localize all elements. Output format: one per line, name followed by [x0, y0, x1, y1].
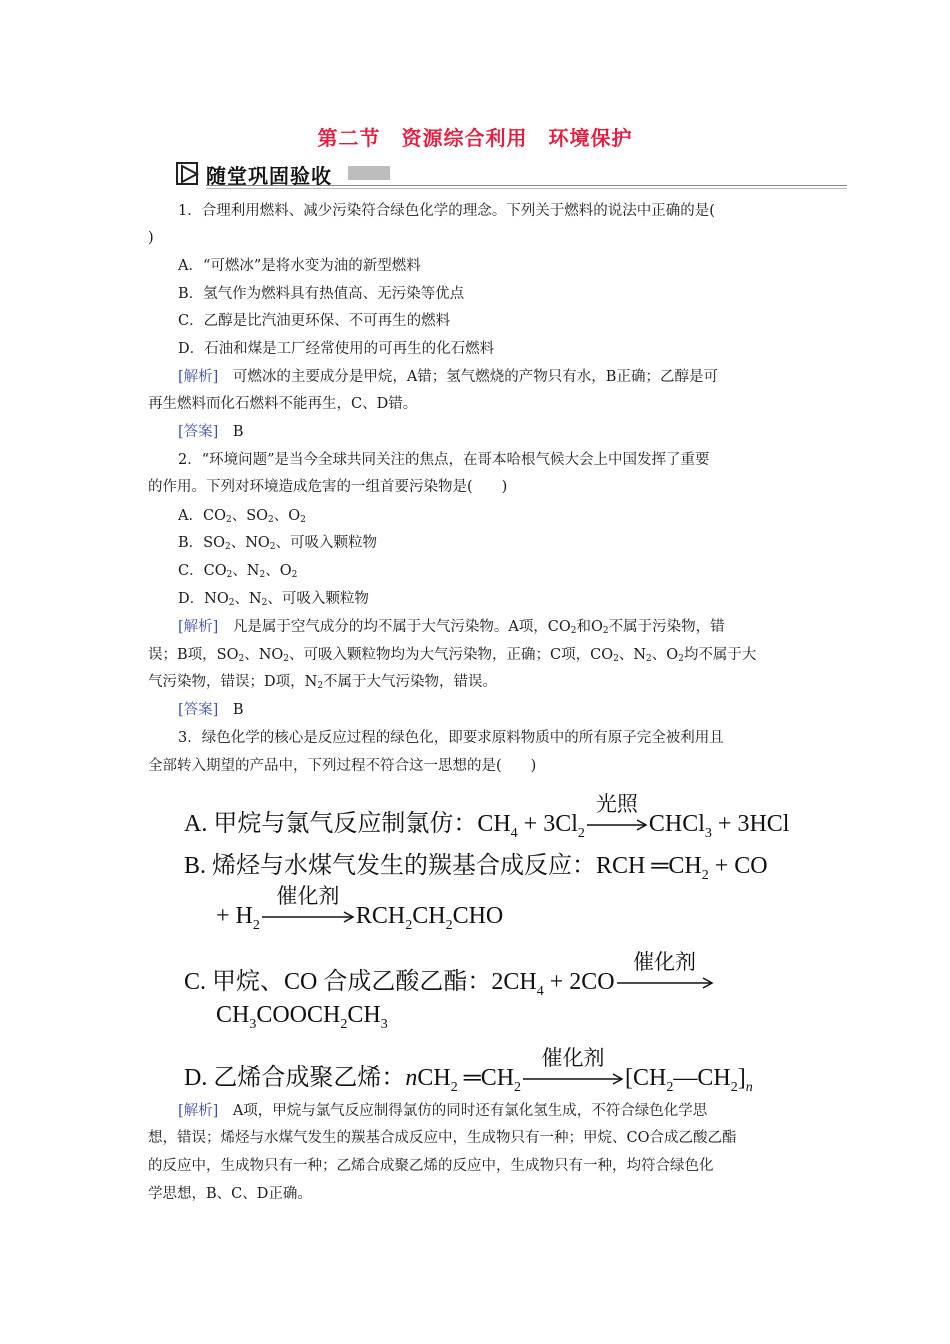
reaction-arrow: 催化剂: [521, 1072, 625, 1086]
q1-option-d: D．石油和煤是工厂经常使用的可再生的化石燃料: [178, 341, 495, 357]
q2-option-b: B．$SO_2$、$NO_2$、可吸入颗粒物: [178, 535, 378, 552]
banner-rule: [206, 185, 847, 186]
q3-analysis-cont: 学思想，B、C、D正确。: [148, 1186, 312, 1202]
analysis-tag: [解析]: [178, 1103, 219, 1119]
q3-stem-cont: 全部转入期望的产品中，下列过程不符合这一思想的是( ): [148, 758, 537, 774]
reaction-arrow: 催化剂: [260, 910, 356, 924]
reaction-arrow: 光照: [585, 818, 649, 832]
q3-option-d: D. 乙烯合成聚乙烯：nCH$_2$ $═CH_2$ 催化剂 $[CH_2—CH_2]_n$: [184, 1046, 753, 1095]
play-arrow-icon: [176, 162, 200, 186]
q1-stem: 1．合理利用燃料、减少污染符合绿色化学的理念。下列关于燃料的说法中正确的是(: [178, 203, 715, 219]
section-banner: [176, 158, 847, 188]
q2-answer: [答案] B: [178, 702, 244, 718]
q2-option-c: C．$CO_2$、$N_2$、$O_2$: [178, 563, 298, 580]
q2-analysis: [解析] 凡是属于空气成分的均不属于大气污染物。A项，$CO_2$和$O_2$不属于污染物，错: [178, 619, 725, 636]
q2-option-d: D．$NO_2$、$N_2$、可吸入颗粒物: [178, 591, 369, 608]
analysis-tag: [解析]: [178, 619, 219, 635]
answer-tag: [答案]: [178, 424, 219, 440]
banner-rule: [206, 188, 847, 189]
q3-option-c: C. 甲烷、CO 合成乙酸乙酯：$2CH_4 + 2CO$ 催化剂: [184, 961, 715, 996]
q3-analysis: [解析] A项，甲烷与氯气反应制得氯仿的同时还有氯化氢生成，不符合绿色化学思: [178, 1103, 708, 1119]
q3-stem: 3．绿色化学的核心是反应过程的绿色化，即要求原料物质中的所有原子完全被利用且: [178, 730, 724, 746]
q3-analysis-cont: 的反应中，生成物只有一种；乙烯合成聚乙烯的反应中，生成物只有一种，均符合绿色化: [148, 1158, 714, 1174]
q1-analysis: [解析] 可燃冰的主要成分是甲烷，A错；氢气燃烧的产物只有水，B正确；乙醇是可: [178, 369, 718, 385]
page-title: 第二节 资源综合利用 环境保护: [317, 126, 633, 150]
reaction-arrow: 催化剂: [615, 976, 715, 990]
q2-stem: 2．“环境问题”是当今全球共同关注的焦点，在哥本哈根气候大会上中国发挥了重要: [178, 452, 710, 468]
q1-analysis-cont: 再生燃料而化石燃料不能再生，C、D错。: [148, 396, 418, 412]
banner-block: [348, 166, 390, 180]
q2-analysis-cont: 误；B项，$SO_2$、$NO_2$、可吸入颗粒物均为大气污染物，正确；C项，$CO_2$、$N_2$、$O_2$均不属于大: [148, 647, 757, 664]
q1-option-c: C．乙醇是比汽油更环保、不可再生的燃料: [178, 313, 451, 329]
q3-analysis-cont: 想，错误；烯烃与水煤气发生的羰基合成反应中，生成物只有一种；甲烷、CO合成乙酸乙酯: [148, 1130, 737, 1146]
q1-option-a: A．“可燃冰”是将水变为油的新型燃料: [178, 258, 421, 274]
q3-option-b: B. 烯烃与水煤气发生的羰基合成反应：RCH $═CH_2$ + CO: [184, 853, 768, 883]
q1-answer: [答案] B: [178, 424, 244, 440]
q2-option-a: A．$CO_2$、$SO_2$、$O_2$: [178, 508, 306, 525]
banner-label: 随堂巩固验收: [206, 164, 332, 188]
analysis-tag: [解析]: [178, 369, 219, 385]
answer-tag: [答案]: [178, 702, 219, 718]
q3-option-b-cont: + $H_2$ 催化剂 $RCH_2CH_2CHO$: [216, 884, 504, 933]
q3-option-c-cont: $CH_3COOCH_2CH_3$: [216, 1002, 388, 1032]
q2-stem-cont: 的作用。下列对环境造成危害的一组首要污染物是( ): [148, 479, 508, 495]
q1-option-b: B．氢气作为燃料具有热值高、无污染等优点: [178, 286, 465, 302]
q1-stem-end: ): [148, 230, 154, 246]
q2-analysis-cont: 气污染物，错误；D项，$N_2$不属于大气污染物，错误。: [148, 674, 498, 691]
q3-option-a: A. 甲烷与氯气反应制氯仿：$CH_4 + 3Cl_2$ 光照 CHCl$_3$ + 3HCl: [184, 792, 790, 841]
